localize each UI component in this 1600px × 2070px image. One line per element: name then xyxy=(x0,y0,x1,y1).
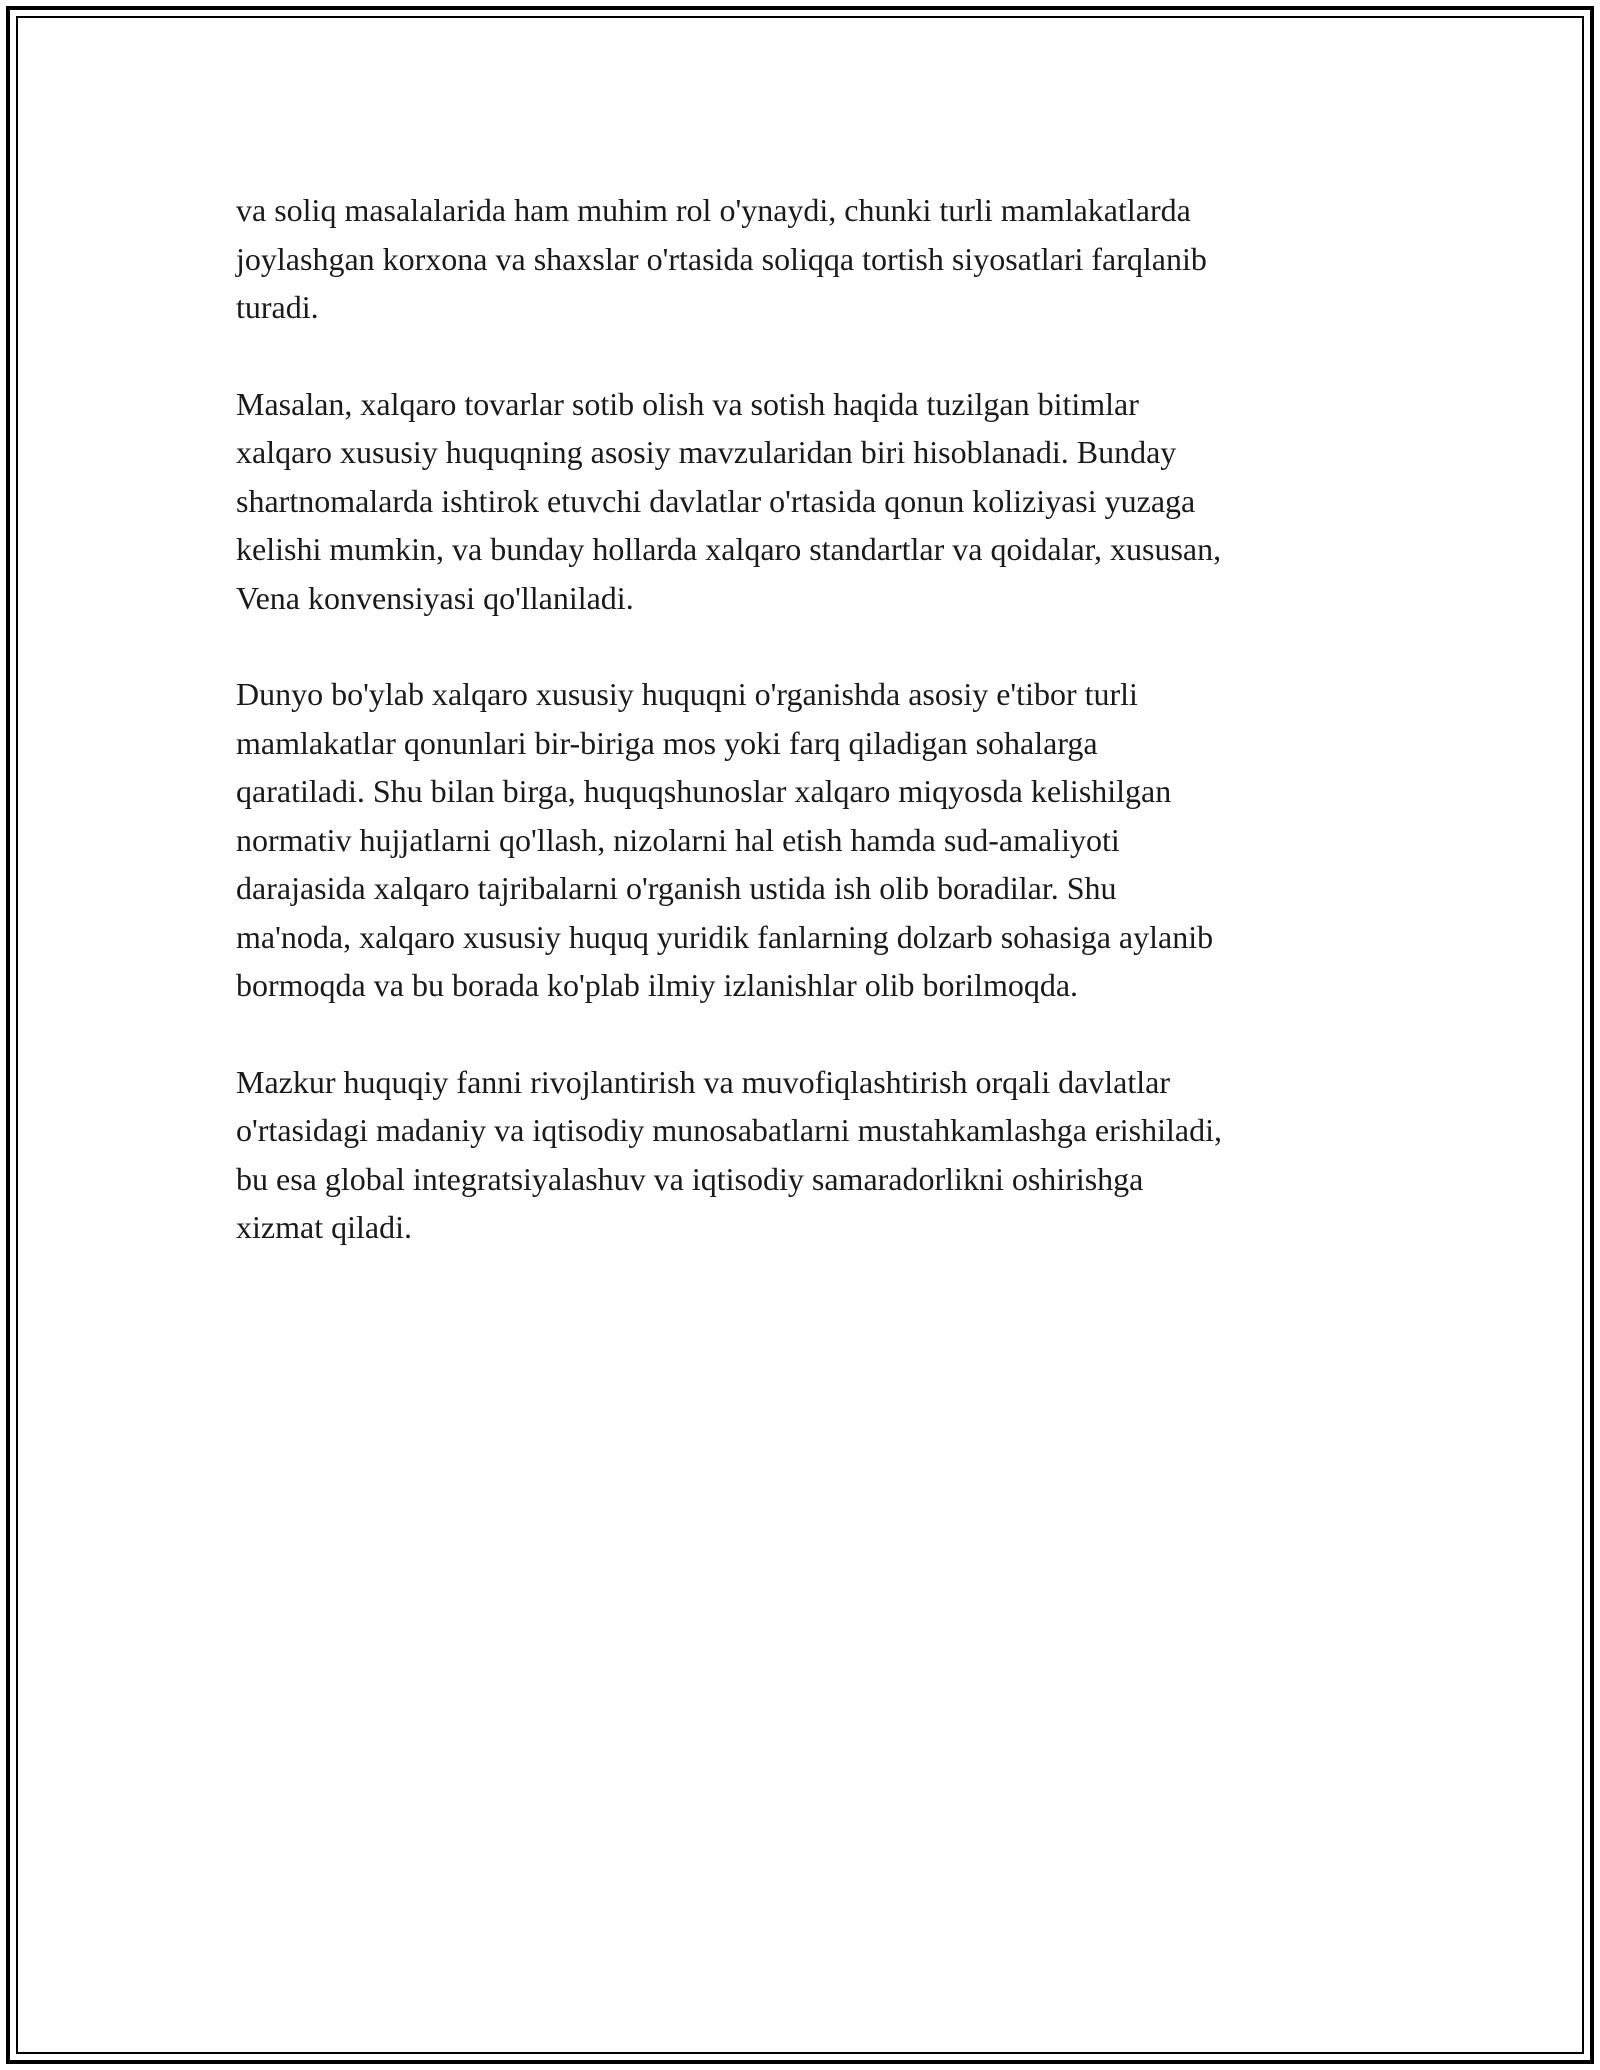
text-line: Masalan, xalqaro tovarlar sotib olish va sotish haqida tuzilgan bitimlar xyxy=(236,385,1139,422)
paragraph-2 xyxy=(236,380,1376,623)
text-line: xizmat qiladi. xyxy=(236,1209,412,1245)
text-line: turadi. xyxy=(236,289,319,325)
text-line: joylashgan korxona va shaxslar o'rtasida soliqqa tortish siyosatlari farqlanib xyxy=(236,240,1207,277)
paragraph-1 xyxy=(236,186,1376,332)
text-line: Vena konvensiyasi qo'llaniladi. xyxy=(236,579,634,616)
text-line: va soliq masalalarida ham muhim rol o'ynaydi, chunki turli mamlakatlarda xyxy=(236,192,1191,228)
text-line: kelishi mumkin, va bunday hollarda xalqaro standartlar va qoidalar, xususan, xyxy=(236,531,1222,567)
document-body xyxy=(236,186,1376,1300)
text-line: shartnomalarda ishtirok etuvchi davlatlar o'rtasida qonun koliziyasi yuzaga xyxy=(236,482,1196,519)
text-line: Dunyo bo'ylab xalqaro xususiy huquqni o'rganishda asosiy e'tibor turli xyxy=(236,676,1138,712)
text-line: darajasida xalqaro tajribalarni o'rganish ustida ish olib boradilar. Shu xyxy=(236,870,1117,906)
text-line: bu esa global integratsiyalashuv va iqtisodiy samaradorlikni oshirishga xyxy=(236,1160,1144,1197)
text-line: qaratiladi. Shu bilan birga, huquqshunoslar xalqaro miqyosda kelishilgan xyxy=(236,773,1172,809)
text-line: normativ hujjatlarni qo'llash, nizolarni hal etish hamda sud-amaliyoti xyxy=(236,821,1120,858)
text-line: Mazkur huquqiy fanni rivojlantirish va muvofiqlashtirish orqali davlatlar xyxy=(236,1063,1171,1100)
paragraph-4 xyxy=(236,1058,1376,1252)
paragraph-3 xyxy=(236,670,1376,1010)
text-line: xalqaro xususiy huquqning asosiy mavzularidan biri hisoblanadi. Bunday xyxy=(236,434,1177,470)
text-line: mamlakatlar qonunlari bir-biriga mos yoki farq qiladigan sohalarga xyxy=(236,724,1098,761)
text-line: bormoqda va bu borada ko'plab ilmiy izlanishlar olib borilmoqda. xyxy=(236,967,1079,1003)
text-line: o'rtasidagi madaniy va iqtisodiy munosabatlarni mustahkamlashga erishiladi, xyxy=(236,1112,1222,1148)
text-line: ma'noda, xalqaro xususiy huquq yuridik fanlarning dolzarb sohasiga aylanib xyxy=(236,918,1214,955)
